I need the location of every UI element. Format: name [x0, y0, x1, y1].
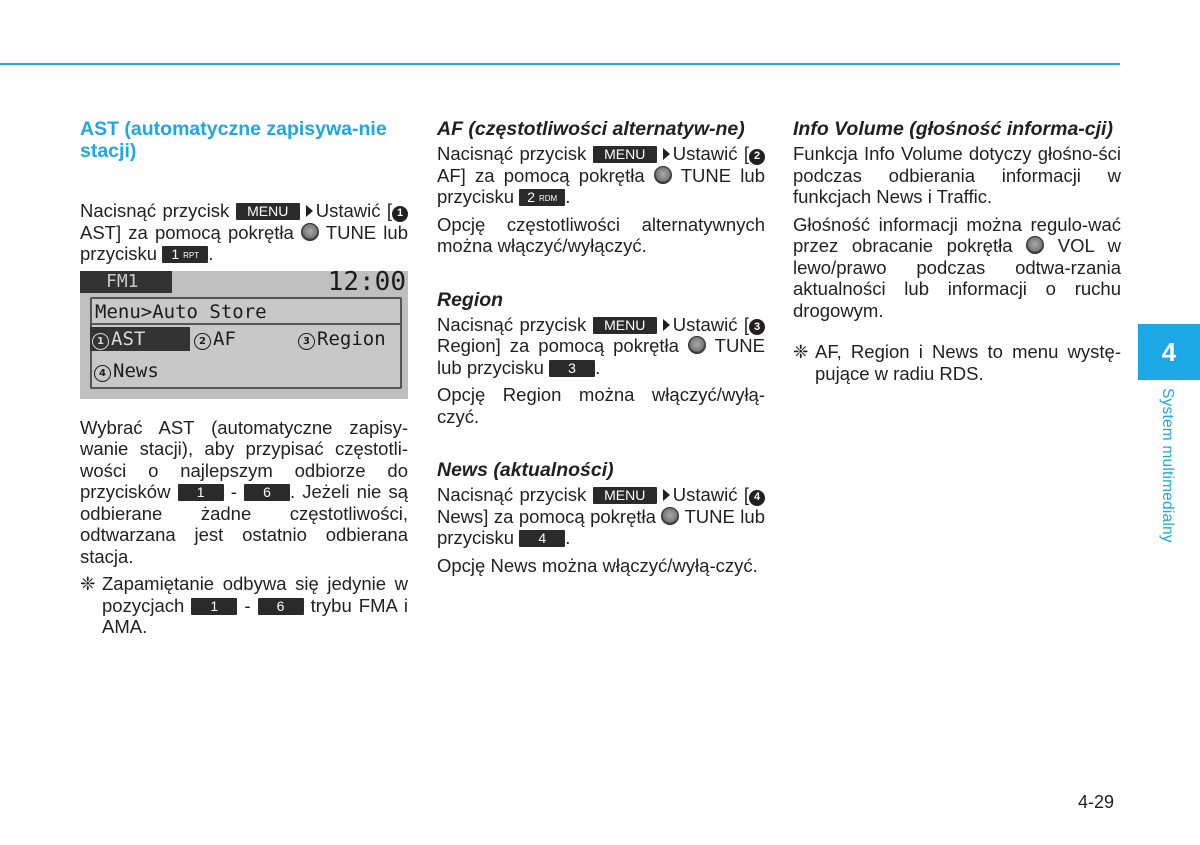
- lcd-item-region: 3 Region: [298, 327, 386, 351]
- chapter-title: System multimedialny: [1159, 388, 1176, 543]
- lcd-item-news: 4 News: [94, 359, 159, 383]
- column-ast: [80, 118, 408, 644]
- arrow-icon: [663, 148, 670, 160]
- key-1: 1: [178, 484, 224, 501]
- lcd-time: 12:00: [327, 266, 406, 297]
- key-6: 6: [258, 598, 304, 615]
- key-6: 6: [244, 484, 290, 501]
- info-volume-adjust: Głośność informacji można regulo-wać przez obracanie pokrętła VOL w lewo/prawo podczas odtwa-rzania aktualności lub informacji o ruchu drogowym.: [793, 213, 1122, 321]
- section-title-af: AF (częstotliwości alternatyw-ne): [437, 118, 745, 140]
- knob-icon: [654, 166, 672, 184]
- knob-icon: [688, 336, 706, 354]
- radio-lcd-screen: [80, 266, 408, 399]
- af-instruction: Nacisnąć przycisk MENU Ustawić [ 2AF] za pomocą pokrętła TUNE lub przycisku 2 RDM .: [437, 143, 765, 207]
- section-title-region: Region: [437, 288, 504, 311]
- lcd-menu-panel: [90, 297, 402, 389]
- lcd-item-af: 2 AF: [194, 327, 236, 351]
- note-asterisk-icon: ❈: [80, 573, 96, 594]
- af-description: Opcję częstotliwości alternatywnych można włączyć/wyłączyć.: [437, 213, 765, 256]
- key-2-rdm: 2 RDM: [519, 189, 565, 206]
- knob-icon: [1026, 236, 1044, 254]
- region-instruction: Nacisnąć przycisk MENU Ustawić [ 3Region] za pomocą pokrętła TUNE lub przycisku 3 .: [437, 313, 766, 378]
- menu-key: MENU: [593, 317, 657, 334]
- key-4: 4: [519, 530, 565, 547]
- arrow-icon: [663, 489, 670, 501]
- key-1: 1: [191, 598, 237, 615]
- key-1-rpt: 1 RPT: [162, 246, 208, 263]
- menu-key: MENU: [593, 487, 657, 504]
- circled-2-icon: 2: [749, 149, 765, 165]
- knob-icon: [661, 507, 679, 525]
- ast-note: ❈ Zapamiętanie odbywa się jedynie w pozycjach 1 - 6 trybu FMA i AMA.: [80, 573, 408, 637]
- menu-key: MENU: [593, 146, 657, 163]
- news-description: Opcję News można włączyć/wyłą-czyć.: [437, 554, 758, 576]
- ast-description: Wybrać AST (automatyczne zapisy-wanie stacji), aby przypisać częstotli-wości o najlepszym odbiorze do przycisków 1 - 6 . Jeżeli nie są odbierane żadne częstotliwości, odtwarzana jest ostatnio odbierana stacja.: [80, 416, 408, 567]
- column-info-volume: [793, 118, 1121, 390]
- news-instruction: Nacisnąć przycisk MENU Ustawić [ 4News] za pomocą pokrętła TUNE lub przycisku 4 .: [437, 484, 765, 548]
- page-number: 4-29: [1078, 792, 1115, 812]
- column-af-region-news: [437, 118, 765, 582]
- lcd-band: FM1: [80, 271, 172, 293]
- section-title-info-volume: Info Volume (głośność informa-cji): [793, 118, 1113, 140]
- top-rule: [0, 63, 1120, 65]
- knob-icon: [301, 223, 319, 241]
- circled-4-icon: 4: [749, 490, 765, 506]
- arrow-icon: [663, 319, 670, 331]
- section-title-ast: AST (automatyczne zapisywa-nie stacji): [80, 118, 387, 162]
- key-3: 3: [549, 360, 595, 377]
- lcd-divider: [92, 323, 400, 325]
- note-asterisk-icon: ❈: [793, 341, 809, 362]
- circled-3-icon: 3: [749, 319, 765, 335]
- lcd-item-ast: 1 AST: [90, 327, 190, 351]
- circled-1-icon: 1: [392, 206, 408, 222]
- ast-instruction: Nacisnąć przycisk MENU Ustawić [ 1AST] za pomocą pokrętła TUNE lub przycisku 1 RPT .: [80, 200, 408, 264]
- region-description: Opcję Region można włączyć/wyłą-czyć.: [437, 384, 765, 427]
- chapter-tab: 4: [1138, 324, 1200, 380]
- info-description: Funkcja Info Volume dotyczy głośno-ści podczas odbierania informacji w funkcjach News i Traffic.: [793, 143, 1121, 207]
- lcd-path: Menu>Auto Store: [95, 300, 267, 323]
- section-title-news: News (aktualności): [437, 459, 614, 481]
- arrow-icon: [306, 205, 313, 217]
- rds-note: ❈ AF, Region i News to menu wystę-pujące w radiu RDS.: [793, 341, 1121, 384]
- menu-key: MENU: [236, 203, 300, 220]
